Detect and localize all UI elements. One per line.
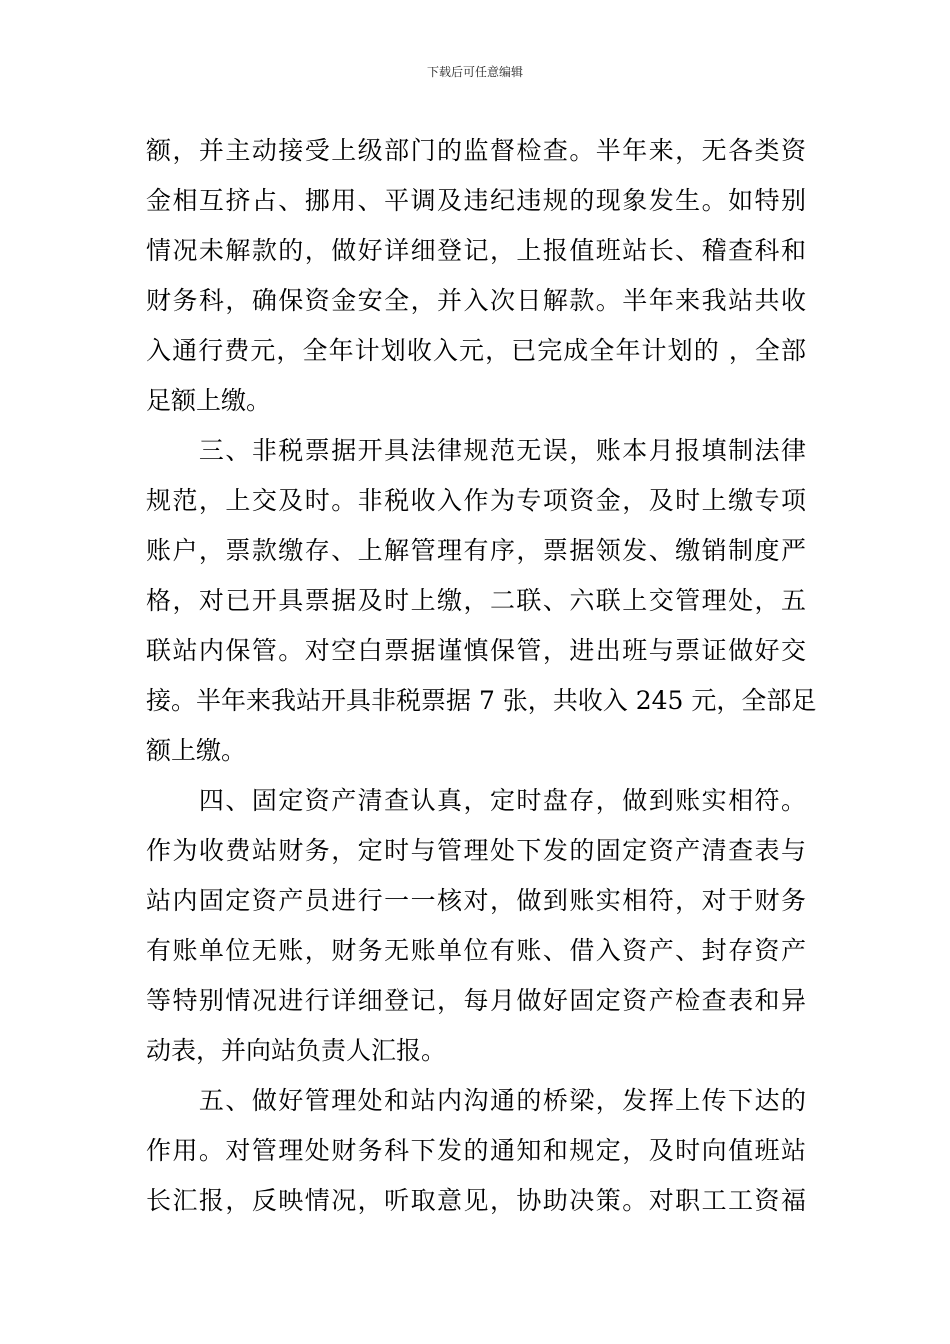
text-line: 额，并主动接受上级部门的监督检查。半年来，无各类资 xyxy=(146,136,806,165)
text-line: 足额上缴。 xyxy=(146,386,272,415)
text-line: 作为收费站财务，定时与管理处下发的固定资产清查表与 xyxy=(146,836,806,865)
text-line: 联站内保管。对空白票据谨慎保管，进出班与票证做好交 xyxy=(146,636,806,665)
document-body xyxy=(146,126,817,1226)
text-line: 四、固定资产清查认真，定时盘存，做到账实相符。 xyxy=(146,786,806,815)
text-line: 等特别情况进行详细登记，每月做好固定资产检查表和异 xyxy=(146,986,806,1015)
text-line: 格，对已开具票据及时上缴，二联、六联上交管理处，五 xyxy=(146,586,806,615)
text-line: 长汇报，反映情况，听取意见，协助决策。对职工工资福 xyxy=(146,1186,806,1215)
text-line: 站内固定资产员进行一一核对，做到账实相符，对于财务 xyxy=(146,886,806,915)
text-line: 接。半年来我站开具非税票据 7 张，共收入 245 元，全部足 xyxy=(146,686,817,715)
text-line: 额上缴。 xyxy=(146,736,247,765)
text-line: 有账单位无账，财务无账单位有账、借入资产、封存资产 xyxy=(146,936,806,965)
text-line: 金相互挤占、挪用、平调及违纪违规的现象发生。如特别 xyxy=(146,186,806,215)
text-line: 作用。对管理处财务科下发的通知和规定，及时向值班站 xyxy=(146,1136,806,1165)
text-line: 财务科，确保资金安全，并入次日解款。半年来我站共收 xyxy=(146,286,806,315)
text-line: 三、非税票据开具法律规范无误，账本月报填制法律 xyxy=(146,436,806,465)
text-line: 动表，并向站负责人汇报。 xyxy=(146,1036,447,1065)
text-line: 规范，上交及时。非税收入作为专项资金，及时上缴专项 xyxy=(146,486,806,515)
text-line: 五、做好管理处和站内沟通的桥梁，发挥上传下达的 xyxy=(146,1086,806,1115)
text-line: 账户，票款缴存、上解管理有序，票据领发、缴销制度严 xyxy=(146,536,806,565)
page-header: 下载后可任意编辑 xyxy=(426,65,523,79)
text-line: 情况未解款的，做好详细登记，上报值班站长、稽查科和 xyxy=(146,236,806,265)
text-line: 入通行费元，全年计划收入元，已完成全年计划的 ，全部 xyxy=(146,336,806,365)
